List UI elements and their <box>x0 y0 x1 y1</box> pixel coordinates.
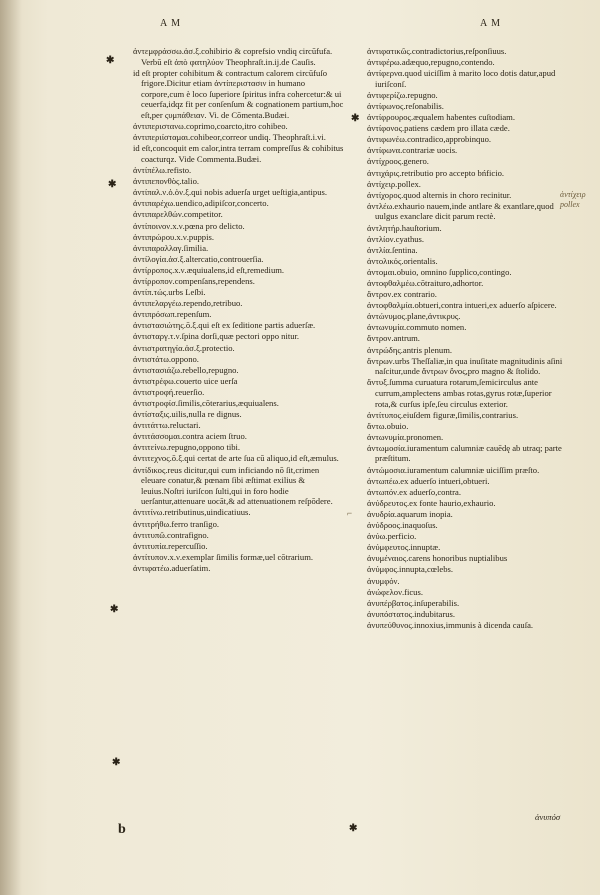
dictionary-entry: ἀντίφονος.patiens cædem pro illata cæde. <box>367 123 510 134</box>
dictionary-entry: ἀντοφθαλμία.obtueri,contra intueri,ex aduerſo aſpicere. <box>367 300 557 311</box>
dictionary-entry: ἀντιπεριστανω.coprimo,coarcto,itro cohibeo. <box>133 121 288 132</box>
dictionary-entry: ἀντιπελαργέω.rependo,retribuo. <box>133 298 243 309</box>
dictionary-entry: ἀντίπέλω.refisto. <box>133 165 192 176</box>
dictionary-entry: ἄντυξ.ſumma curuatura rotarum,ſemicirculus ante currum,amplectens ambas rotas,gyrus rotæ,ſuperior rota,& curſus ipſe,ſeu circulus exterior. <box>367 377 552 409</box>
dictionary-entry: ἀντίποινον.x.ν.pœna pro delicto. <box>133 220 245 231</box>
dictionary-entry: ἀντλέω.exhaurio nauem,inde antlare & exantlare,quod uulgus exanclare dicit parum rectè. <box>367 200 554 222</box>
dictionary-entry: id eſt,concoquit em calor,intra terram compreſſus & cohibitus coacturqz. Vide Commenta.Budæi. <box>133 143 344 164</box>
dictionary-entry: ἀντωπέω.ex aduerſo intueri,obtueri. <box>367 475 490 486</box>
dictionary-entry: ἀντωπόν.ex aduerſo,contra. <box>367 486 461 497</box>
dictionary-entry: ἀντομαι.obuio, omnino ſupplico,contingo. <box>367 266 512 277</box>
dictionary-entry: ἀντίρροπον.compenſans,rependens. <box>133 275 255 286</box>
dictionary-entry: ἀνυδρία.aquarum inopia. <box>367 508 453 519</box>
signature-mark: b <box>118 822 126 837</box>
dictionary-entry: ἀντίφωνος.reſonabilis. <box>367 100 444 111</box>
running-head-right: A M <box>480 18 502 29</box>
asterisk-marker: ✱ <box>349 823 358 834</box>
dictionary-entry: ἀντωμοσία.iuramentum calumniæ cauēdę ab utraq; parte præſtitum. <box>367 442 562 464</box>
dictionary-entry: ἄντρον.ex contrario. <box>367 289 437 300</box>
dictionary-entry: ἀντιφερίζω.repugno. <box>367 89 438 100</box>
dictionary-entry: ἀντίχορος.quod alternis in choro recinitur. <box>367 189 512 200</box>
dictionary-entry: ἀνυπεύθυνος.innoxius,immunis à dicenda cauſa. <box>367 619 534 630</box>
dictionary-entry: ἀντίχροος.genero. <box>367 156 429 167</box>
dictionary-entry: ἀντλίον.cyathus. <box>367 233 425 244</box>
dictionary-entry: ἀνύδρευτος.ex fonte haurio,exhaurio. <box>367 497 496 508</box>
dictionary-entry: ἀντιφατικῶς.contradictorius,reſponſiuus. <box>367 46 507 56</box>
dictionary-entry: ἀντιφατέω.aduerſatim. <box>133 562 211 573</box>
dictionary-entry: ἀντιστασιώτης.ō.ξ.qui eſt ex ſeditione partis aduerſæ. <box>133 320 316 331</box>
dictionary-entry: ἀντιστασιάζω.rebello,repugno. <box>133 364 239 375</box>
dictionary-entry: ἀντεμφράσσω.ἀσ.ξ.cohibirio & coprefsio vndiq circūfufa. Verbū eſt ἀπὸ φατηλύον Theophraſt.in.ij.de Cauſis. <box>133 46 333 67</box>
dictionary-entry: ἀντωνυμία.commuto nomen. <box>367 322 467 333</box>
dictionary-entry: ἀντιτείνω.repugno,oppono tibi. <box>133 442 241 453</box>
dictionary-entry: ἀντιστρέφω.couerto uice uerſa <box>133 375 238 386</box>
asterisk-marker: ✱ <box>112 757 121 768</box>
dictionary-entry: ἀντίτυπος.eiuſdem figuræ,ſimilis,contrarius. <box>367 409 519 420</box>
dictionary-entry: ἀντιτυπῶ.contrafigno. <box>133 529 209 540</box>
dictionary-entry: ἀντίλογία.ἀσ.ξ.altercatio,controuerſia. <box>133 253 264 264</box>
asterisk-marker: ✱ <box>108 179 117 190</box>
dictionary-entry: ἀντωνυμία.pronomen. <box>367 431 444 442</box>
handwritten-margin-note: ἀντίχειρ pollex <box>560 190 586 209</box>
dictionary-entry: ἀντίτυπον.x.ν.exemplar ſimilis formæ,uel cōtrarium. <box>133 551 314 562</box>
dictionary-entry: ἀντίπαλ.ν.ὁ.ὁν.ξ.qui nobis aduerſa urget ueſtigia,antipus. <box>133 187 327 198</box>
dictionary-entry: ἀντιτίνω.retributinus,uindicatiuus. <box>133 507 251 518</box>
dictionary-entry: ἀντιστροφή.reuerſio. <box>133 386 205 397</box>
dictionary-entry: ἀντιπαραλλαγ.ſimilia. <box>133 242 209 253</box>
dictionary-entry: ἀντίπ.τώς.urbs Leſbi. <box>133 287 206 298</box>
dictionary-entry: ἀντισταργ.τ.ν.ſpina dorſi,quæ pectori oppo nitur. <box>133 331 300 342</box>
dictionary-entry: ἀντίσταξις.uilis,nulla re dignus. <box>133 409 242 420</box>
dictionary-entry: ἀνυμέναιος.carens honoribus nuptialibus <box>367 553 508 564</box>
dictionary-entry: ἀντιφέρω.adæquo,repugno,contendo. <box>367 57 495 68</box>
gutter-shadow <box>0 0 22 895</box>
dictionary-entry: ἀντώνυμος.plane,ἀντικρυς. <box>367 311 461 322</box>
dictionary-entry: ἀντιτάσσομαι.contra aciem ſtruo. <box>133 431 247 442</box>
asterisk-marker: ✱ <box>106 55 115 66</box>
dictionary-entry: ἄντρον.antrum. <box>367 333 420 344</box>
dictionary-entry: ἀντλία.ſentina. <box>367 244 418 255</box>
dictionary-entry: ἀνύμφος.innupta,cœlebs. <box>367 564 453 575</box>
dictionary-entry: ἀντίφρουρος.æqualem habentes cuſtodiam. <box>367 112 515 123</box>
dictionary-entry: ἀντίφωνα.contrariæ uocis. <box>367 145 458 156</box>
dictionary-entry: ἀνώφελον.ficus. <box>367 586 423 597</box>
dictionary-entry: ἀντιστρατηγία.ἀσ.ξ.protectio. <box>133 342 235 353</box>
dictionary-entry: ἀντιστάτω.oppono. <box>133 353 199 364</box>
dictionary-entry: ἄντρων.urbs Theſſaliæ,in qua inuſitate magnitudinis aſini naſcitur,unde ἄντρων ὄνος,pro magno & ſtolido. <box>367 355 563 377</box>
dictionary-entry: ἀντιπαρέχω.uendico,adipiſcor,concerto. <box>133 198 269 209</box>
dictionary-entry: ἀντιτεχνος.ō.ξ.qui certat de arte ſua cū aliquo,id eſt,æmulus. <box>133 453 339 464</box>
dictionary-entry: ἀντιπρώρου.x.ν.puppis. <box>133 231 214 242</box>
dictionary-entry: ἀντίρροπος.x.ν.æquiualens,id eſt,remedium. <box>133 264 285 275</box>
left-column <box>133 46 345 574</box>
dictionary-entry: ἀνύδροος.inaquoſus. <box>367 520 438 531</box>
dictionary-entry: ἀντιχάρις.retributio pro accepto bńficio. <box>367 167 505 178</box>
dictionary-entry: ἀντώμοσια.iuramentum calumniæ uiciſſim præſto. <box>367 464 540 475</box>
dictionary-entry: ἀντιπαρελθών.competitor. <box>133 209 223 220</box>
dictionary-entry: id eſt propter cohibitum & contractum calorem circūfuſo frigore.Dicitur etiam ἀντίπεριστασιν in humano corpore,cum è loco ſuperiore ſpiritus infra cohercetur:& ui ceuerfa,idqz fit per conſenſum & cognationem partium,hoc eſt,per ςυμπάθειαν. Vi. de Cōmenta.Budæi. <box>133 67 344 121</box>
dictionary-entry: ἀντιτυπία.repercuſſio. <box>133 540 208 551</box>
dictionary-entry: ἀντιτάττω.reluctari. <box>133 420 201 431</box>
dictionary-entry: ἀνυπόστατος.indubitarus. <box>367 608 455 619</box>
dictionary-entry: ἀντιστροφίσ.ſimilis,cōterarius,æquiualens. <box>133 398 279 408</box>
dictionary-entry: ἀντρώδης.antris plenum. <box>367 344 453 355</box>
dictionary-entry: ἀνύμφευτος.innuptæ. <box>367 542 441 553</box>
asterisk-marker: ✱ <box>351 113 360 124</box>
catchword: ἀνυπόσ <box>535 812 561 822</box>
dictionary-entry: ἀντλητήρ.hauſtorium. <box>367 222 442 233</box>
dictionary-entry: ἀντιπεπονθὸς.talio. <box>133 176 200 187</box>
dictionary-entry: ἀντίχειρ.pollex. <box>367 178 421 189</box>
dictionary-entry: ἀντολικός.orientalis. <box>367 255 438 266</box>
dictionary-entry: ἀντίφερνα.quod uiciſſim à marito loco dotis datur,apud iuriſconſ. <box>367 68 556 89</box>
right-column <box>367 46 567 631</box>
dictionary-entry: ἀντιπεριίσταμαι.cohibeor,correor undiq. Theophraſt.i.vi. <box>133 132 326 143</box>
dictionary-entry: ἀντιτρήθω.ferro tranſigo. <box>133 518 220 529</box>
dictionary-entry: ἀνυπέρβατος.inſuperabilis. <box>367 597 460 608</box>
margin-bracket-mark: ⌐ <box>347 508 353 518</box>
asterisk-marker: ✱ <box>110 604 119 615</box>
dictionary-entry: ἀνυμφόν. <box>367 575 400 586</box>
dictionary-entry: ἀντοφθαλμέω.cōtraituro,adhortor. <box>367 277 484 288</box>
dictionary-entry: ἀντιπρόσωπ.repenſum. <box>133 309 212 320</box>
dictionary-entry: ἄντω.obuio. <box>367 420 409 431</box>
dictionary-entry: ἀνύω.perficio. <box>367 531 417 542</box>
running-head-left: A M <box>160 18 182 29</box>
dictionary-entry: ἀντιφωνέω.contradico,approbinquo. <box>367 134 492 145</box>
dictionary-entry: ἀντίδικος.reus dicitur,qui cum inficiando nō ſit,crimen eleuare conatur,& pœnam ſibi æſtimat exilius & leuius.Noſtri iuriſcon ſulti,qui in foro hodie uerſantur,attenuare uocāt,& ad attenuationem reſpōdere. <box>133 464 333 507</box>
